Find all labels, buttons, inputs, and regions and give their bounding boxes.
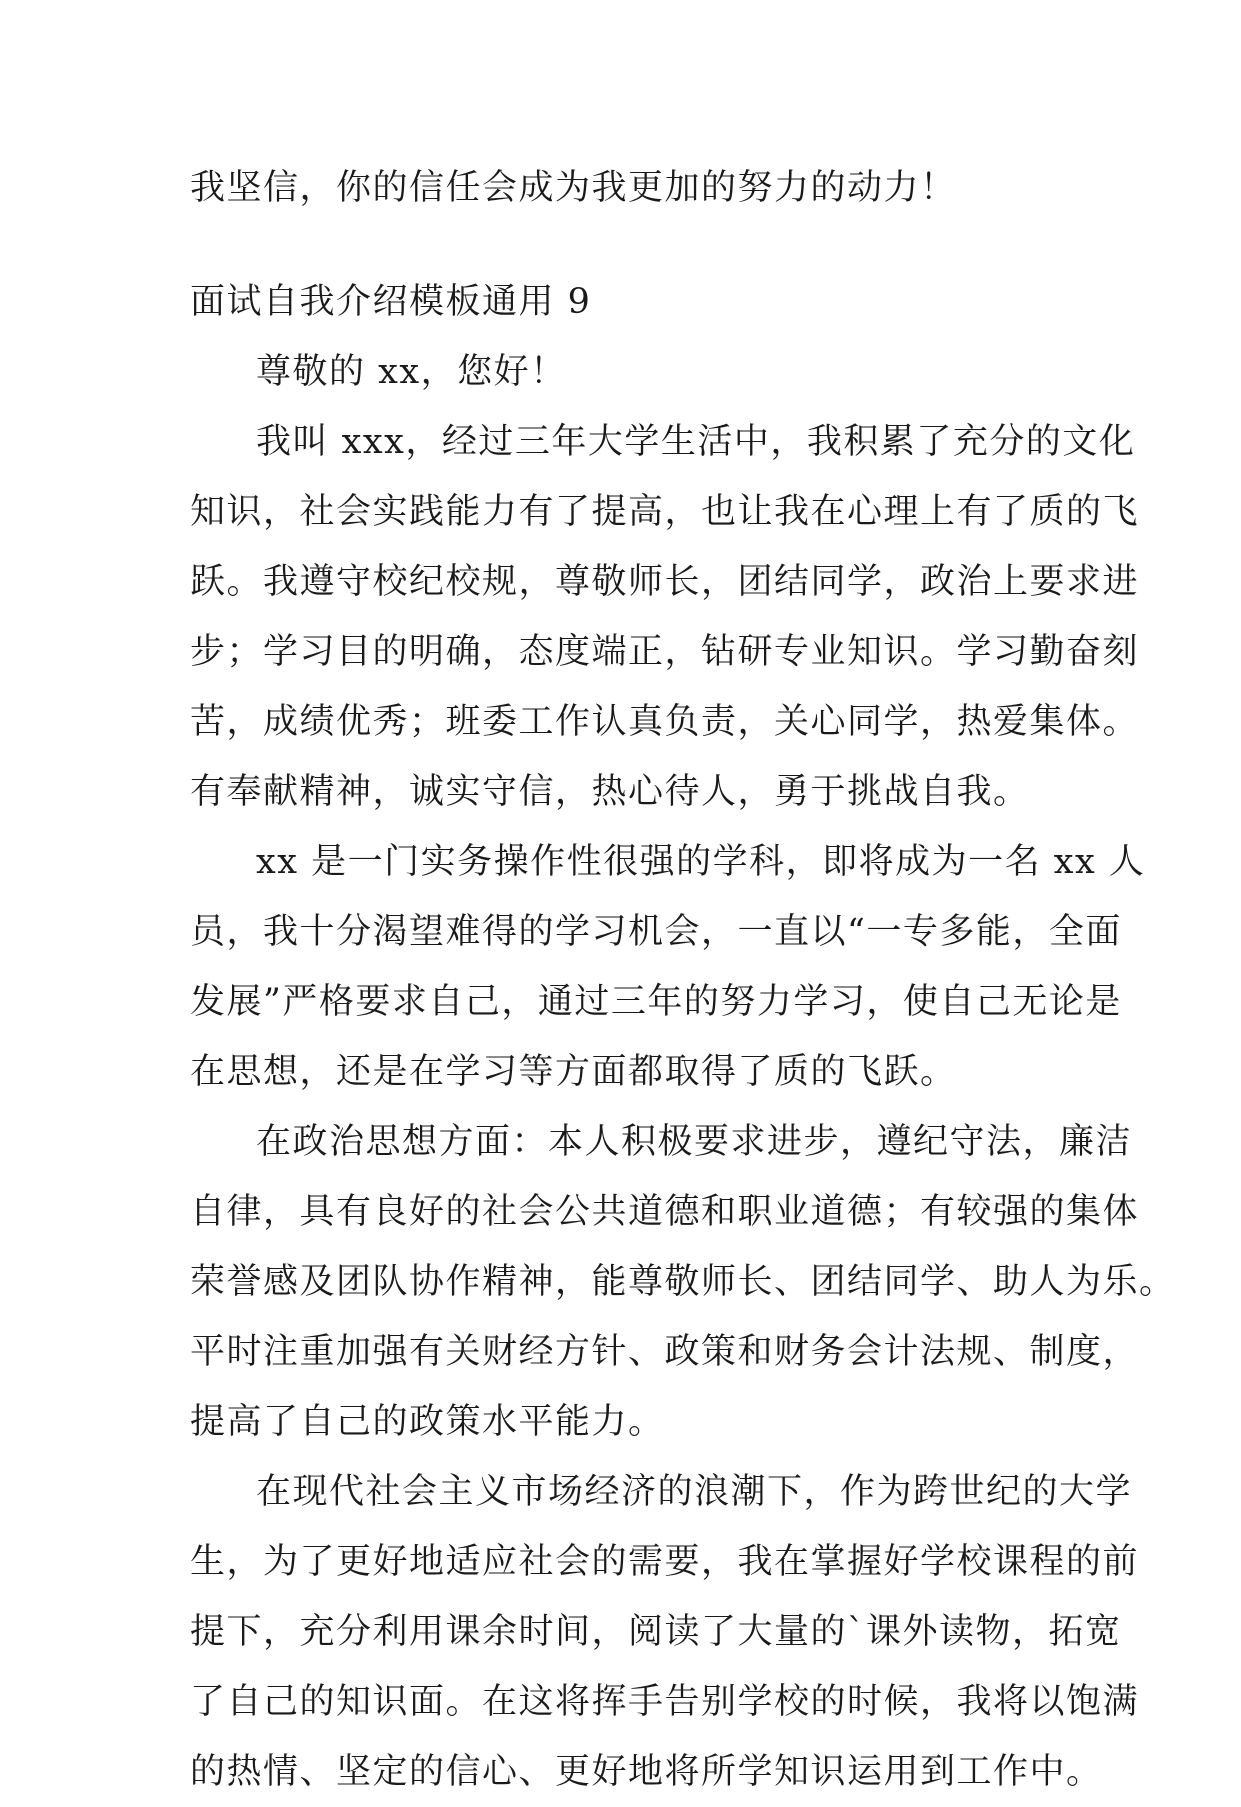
paragraph-line: 提下，充分利用课余时间，阅读了大量的`课外读物，拓宽 <box>190 1612 1122 1652</box>
paragraph-line: 知识，社会实践能力有了提高，也让我在心理上有了质的飞 <box>190 492 1140 532</box>
closing-line-text: 我坚信，你的信任会成为我更加的努力的动力！ <box>190 168 957 208</box>
section-title-text: 面试自我介绍模板通用 9 <box>190 282 592 322</box>
paragraph-line: 跃。我遵守校纪校规，尊敬师长，团结同学，政治上要求进 <box>190 562 1140 602</box>
paragraph-line: 了自己的知识面。在这将挥手告别学校的时候，我将以饱满 <box>190 1682 1140 1722</box>
paragraph-line: 在现代社会主义市场经济的浪潮下，作为跨世纪的大学 <box>256 1472 1133 1512</box>
paragraph <box>190 337 1070 407</box>
paragraph <box>190 1457 1140 1807</box>
paragraph-line: 苦，成绩优秀；班委工作认真负责，关心同学，热爱集体。 <box>190 702 1140 742</box>
paragraph-line: 我叫 xxx，经过三年大学生活中，我积累了充分的文化 <box>256 422 1136 462</box>
paragraph-line: 在思想，还是在学习等方面都取得了质的飞跃。 <box>190 1052 957 1092</box>
paragraph-line: 自律，具有良好的社会公共道德和职业道德；有较强的集体 <box>190 1192 1140 1232</box>
paragraph-line: 尊敬的 xx，您好！ <box>256 352 567 392</box>
closing-line <box>190 153 1070 223</box>
paragraph <box>190 1107 1176 1457</box>
paragraph-line: 在政治思想方面：本人积极要求进步，遵纪守法，廉洁 <box>256 1122 1133 1162</box>
section-title <box>190 267 1070 337</box>
paragraph-line: 有奉献精神，诚实守信，热心待人，勇于挑战自我。 <box>190 772 1030 812</box>
paragraph <box>190 827 1146 1107</box>
paragraph <box>190 407 1140 827</box>
paragraph-line: 发展”严格要求自己，通过三年的努力学习，使自己无论是 <box>190 982 1122 1022</box>
paragraph-line: 提高了自己的政策水平能力。 <box>190 1402 665 1442</box>
paragraph-line: 员，我十分渴望难得的学习机会，一直以“一专多能，全面 <box>190 912 1122 952</box>
paragraph-line: 生，为了更好地适应社会的需要，我在掌握好学校课程的前 <box>190 1542 1140 1582</box>
paragraph-line: xx 是一门实务操作性很强的学科，即将成为一名 xx 人 <box>256 842 1146 882</box>
paragraph-line: 平时注重加强有关财经方针、政策和财务会计法规、制度， <box>190 1332 1140 1372</box>
paragraph-line: 荣誉感及团队协作精神，能尊敬师长、团结同学、助人为乐。 <box>190 1262 1176 1302</box>
body-text <box>190 337 1176 1807</box>
paragraph-line: 步；学习目的明确，态度端正，钻研专业知识。学习勤奋刻 <box>190 632 1140 672</box>
paragraph-line: 的热情、坚定的信心、更好地将所学知识运用到工作中。 <box>190 1752 1103 1792</box>
